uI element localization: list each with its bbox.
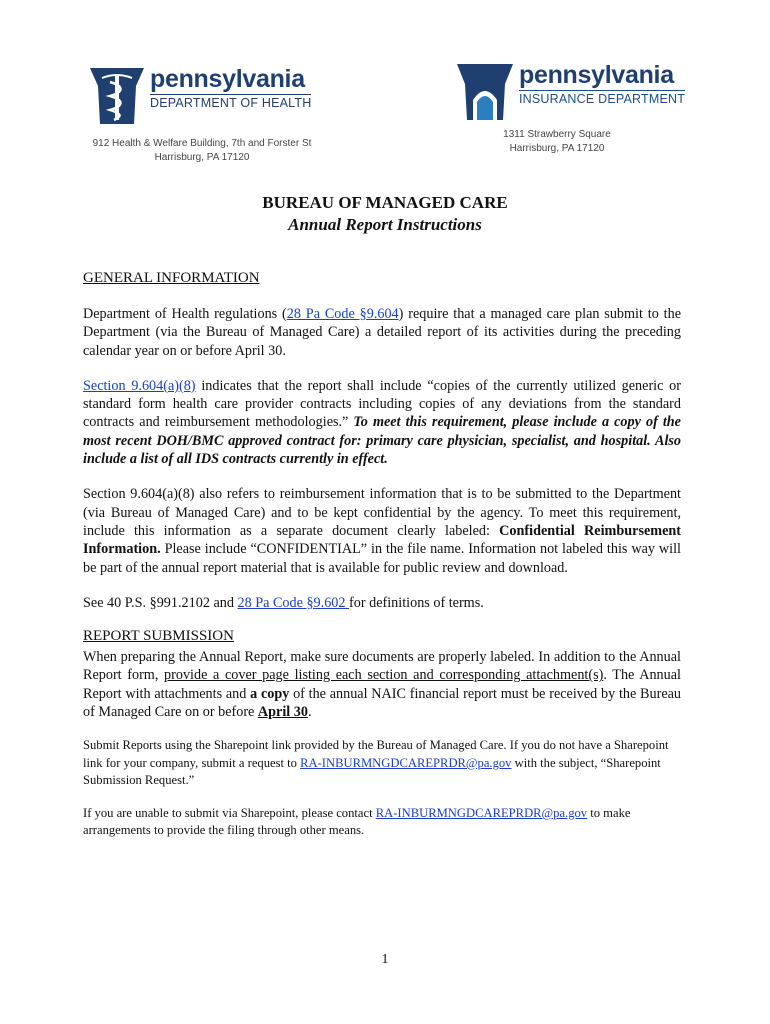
inline-link[interactable]: 28 Pa Code §9.602	[237, 594, 350, 611]
doh-address	[82, 137, 322, 165]
pid-address-line1: 1311 Strawberry Square	[503, 129, 611, 140]
keystone-arch-icon	[455, 62, 515, 122]
paragraph-sharepoint-submit	[83, 737, 681, 790]
text-run: for definitions of terms.	[349, 594, 484, 611]
document-body	[83, 269, 681, 840]
inline-link[interactable]: RA-INBURMNGDCAREPRDR@pa.gov	[300, 755, 512, 770]
document-title-block	[0, 192, 770, 236]
emphasized-text: Confidential Reimbursement Information.	[83, 522, 681, 558]
text-run: When preparing the Annual Report, make sure documents are properly labeled. In addition to the Annual Report form,	[83, 649, 681, 684]
text-run: Submit Reports using the Sharepoint link provided by the Bureau of Managed Care. If you do not have a Sharepoint link for your company, submit a request to	[83, 738, 669, 770]
doh-address-line2: Harrisburg, PA 17120	[154, 152, 250, 163]
text-run: to make arrangements to provide the filing through other means.	[83, 805, 631, 838]
text-run: with the subject, “Sharepoint Submission Request.”	[83, 755, 661, 788]
inline-link[interactable]: 28 Pa Code §9.604	[286, 306, 399, 322]
doh-department-label: DEPARTMENT OF HEALTH	[150, 96, 312, 110]
pid-department-label: INSURANCE DEPARTMENT	[519, 92, 686, 106]
text-run: ) require that a managed care plan submit to the Department (via the Bureau of Managed Care) a detailed report of its activities during the preceding calendar year on or before April 30.	[83, 306, 681, 359]
text-run: .	[307, 704, 312, 721]
text-run: Please include “CONFIDENTIAL” in the file name. Information not labeled this way will be part of the annual report material that is available for public review and download.	[83, 541, 681, 576]
pid-address-line2: Harrisburg, PA 17120	[509, 143, 605, 154]
page-number: 1	[381, 952, 389, 967]
paragraph-definitions	[83, 594, 681, 612]
doh-wordmark: pennsylvania	[150, 65, 305, 93]
document-title: BUREAU OF MANAGED CARE	[262, 193, 508, 212]
text-run: See 40 P.S. §991.2102 and	[83, 594, 238, 611]
text-run: Section 9.604(a)(8) also refers to reimbursement information that is to be submitted to the Department (via Bureau of Managed Care) and to be kept confidential by the agency. To meet this requirement, include this information as a separate document clearly labeled:	[83, 486, 681, 539]
paragraph-regulations	[83, 305, 681, 360]
text-run: of the annual NAIC financial report must be received by the Bureau of Managed Care on or before	[83, 685, 682, 721]
paragraph-sharepoint-alternative	[83, 805, 681, 840]
section-heading-general-information: GENERAL INFORMATION	[83, 270, 260, 286]
emphasized-text: provide a cover page listing each section and corresponding attachment(s)	[164, 667, 604, 684]
paragraph-confidential-reimbursement	[83, 485, 681, 576]
emphasized-text: April 30	[257, 704, 308, 721]
emphasized-text: a copy	[250, 685, 290, 702]
insurance-department-logo	[455, 62, 695, 122]
doh-address-line1: 912 Health & Welfare Building, 7th and Forster St	[92, 138, 312, 149]
pid-wordmark: pennsylvania	[519, 61, 674, 89]
emphasized-text: To meet this requirement, please include a copy of the most recent DOH/BMC approved contract for: primary care physician, specialist, and hospital. Also include a list of all IDS contracts currently in effect.	[83, 414, 681, 468]
keystone-caduceus-icon	[88, 66, 146, 126]
department-of-health-logo	[88, 66, 328, 126]
inline-link[interactable]: RA-INBURMNGDCAREPRDR@pa.gov	[375, 805, 588, 820]
text-run: indicates that the report shall include “copies of the currently utilized generic or standard form health care provider contracts including copies of any deviations from the standard contracts and reimbursement methodologies.”	[83, 377, 681, 431]
inline-link[interactable]: Section 9.604(a)(8)	[83, 377, 196, 394]
paragraph-preparing-report	[83, 648, 681, 721]
text-run: Department of Health regulations (	[83, 306, 287, 322]
section-heading-report-submission: REPORT SUBMISSION	[83, 628, 234, 645]
paragraph-contracts-requirement	[83, 377, 681, 468]
text-run: . The Annual Report with attachments and	[83, 667, 681, 702]
pid-address	[447, 128, 667, 156]
text-run: If you are unable to submit via Sharepoint, please contact	[83, 805, 376, 820]
document-subtitle: Annual Report Instructions	[288, 215, 482, 234]
